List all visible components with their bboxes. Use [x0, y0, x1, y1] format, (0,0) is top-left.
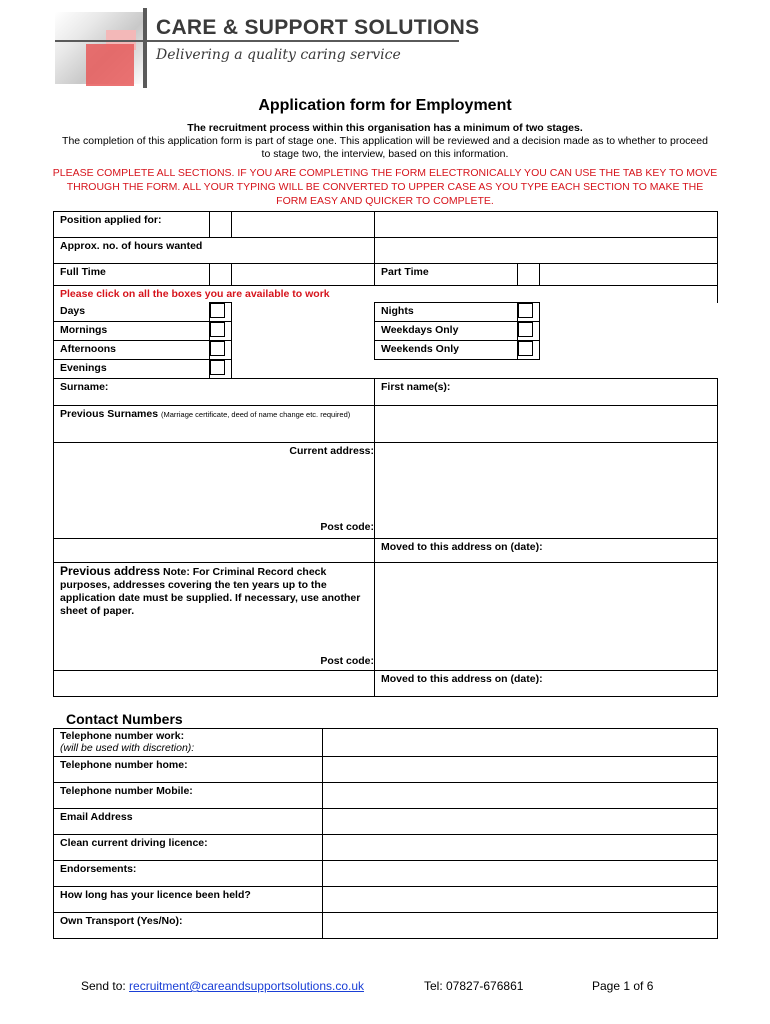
- intro-text: [60, 122, 710, 161]
- full-time-label: Full Time: [54, 264, 210, 286]
- position-input[interactable]: [375, 212, 718, 238]
- evenings-checkbox[interactable]: [210, 360, 225, 375]
- days-label: Days: [54, 303, 210, 322]
- footer-send-label: Send to:: [81, 979, 126, 993]
- previous-surnames-note: (Marriage certificate, deed of name change etc. required): [160, 410, 351, 419]
- transport-input[interactable]: [323, 913, 718, 939]
- days-checkbox[interactable]: [210, 303, 225, 318]
- hours-label: Approx. no. of hours wanted: [54, 238, 375, 264]
- intro-line2: The completion of this application form is part of stage one. This application will be reviewed and a decision made as to whether to proceed to stage two, the interview, based on this information.: [62, 135, 708, 160]
- nights-checkbox[interactable]: [518, 303, 533, 318]
- intro-line1: The recruitment process within this organisation has a minimum of two stages.: [187, 122, 583, 134]
- moved-date-label: Moved to this address on (date):: [375, 539, 718, 563]
- endorsements-input[interactable]: [323, 861, 718, 887]
- hours-input[interactable]: [375, 238, 718, 264]
- work-phone-note: (will be used with discretion):: [60, 742, 195, 754]
- licence-label: Clean current driving licence:: [54, 835, 323, 861]
- contact-table: [53, 728, 718, 939]
- licence-held-input[interactable]: [323, 887, 718, 913]
- moved-date-spacer: [54, 539, 375, 563]
- home-phone-input[interactable]: [323, 757, 718, 783]
- application-form-table: [53, 211, 718, 697]
- logo-red-block: [86, 44, 134, 86]
- endorsements-label: Endorsements:: [54, 861, 323, 887]
- logo-horizontal-line: [55, 40, 459, 42]
- post-code-input[interactable]: [375, 519, 718, 539]
- mobile-phone-label: Telephone number Mobile:: [54, 783, 323, 809]
- evenings-label: Evenings: [54, 360, 210, 379]
- moved-date2-label: Moved to this address on (date):: [375, 671, 718, 697]
- previous-surnames-input[interactable]: [375, 406, 718, 443]
- weekends-checkbox[interactable]: [518, 341, 533, 356]
- home-phone-label: Telephone number home:: [54, 757, 323, 783]
- company-name: CARE & SUPPORT SOLUTIONS: [156, 16, 480, 39]
- nights-label: Nights: [375, 303, 518, 322]
- mornings-label: Mornings: [54, 322, 210, 341]
- full-time-checkbox[interactable]: [210, 264, 232, 286]
- email-input[interactable]: [323, 809, 718, 835]
- footer-email-link[interactable]: recruitment@careandsupportsolutions.co.uk: [129, 979, 365, 993]
- company-tagline: Delivering a quality caring service: [156, 47, 401, 63]
- mobile-phone-input[interactable]: [323, 783, 718, 809]
- previous-address-cell: [54, 563, 375, 653]
- footer-page-number: Page 1 of 6: [592, 979, 654, 993]
- post-code-label: Post code:: [54, 519, 375, 539]
- footer-tel: Tel: 07827-676861: [424, 979, 524, 993]
- part-time-checkbox[interactable]: [518, 264, 540, 286]
- footer-send-to: [81, 979, 364, 993]
- availability-note: Please click on all the boxes you are available to work: [54, 286, 718, 303]
- licence-held-label: How long has your licence been held?: [54, 887, 323, 913]
- afternoons-checkbox[interactable]: [210, 341, 225, 356]
- position-label: Position applied for:: [54, 212, 210, 238]
- first-names-label: First name(s):: [375, 379, 718, 406]
- previous-address-label: Previous address: [60, 564, 161, 578]
- previous-address-input[interactable]: [375, 563, 718, 653]
- post-code2-label: Post code:: [54, 653, 375, 671]
- part-time-label: Part Time: [375, 264, 518, 286]
- weekdays-label: Weekdays Only: [375, 322, 518, 341]
- page-title: Application form for Employment: [258, 97, 512, 114]
- work-phone-input[interactable]: [323, 729, 718, 757]
- previous-surnames-cell: [54, 406, 375, 443]
- afternoons-label: Afternoons: [54, 341, 210, 360]
- previous-address-note: Note: For Criminal Record check purposes, addresses covering the ten years up to the application date must be supplied. If necessary, use another sheet of paper.: [60, 566, 361, 617]
- email-label: Email Address: [54, 809, 323, 835]
- surname-label: Surname:: [54, 379, 375, 406]
- transport-label: Own Transport (Yes/No):: [54, 913, 323, 939]
- work-phone-cell: [54, 729, 323, 757]
- weekdays-checkbox[interactable]: [518, 322, 533, 337]
- current-address-input[interactable]: [375, 443, 718, 519]
- work-phone-label: Telephone number work:: [60, 730, 185, 742]
- weekends-label: Weekends Only: [375, 341, 518, 360]
- licence-input[interactable]: [323, 835, 718, 861]
- moved-date2-spacer: [54, 671, 375, 697]
- previous-surnames-label: Previous Surnames: [60, 408, 159, 420]
- logo-vertical-line: [143, 8, 147, 88]
- contact-heading: Contact Numbers: [66, 711, 183, 727]
- mornings-checkbox[interactable]: [210, 322, 225, 337]
- current-address-label: Current address:: [54, 443, 375, 519]
- post-code2-input[interactable]: [375, 653, 718, 671]
- notice-text: PLEASE COMPLETE ALL SECTIONS. IF YOU ARE COMPLETING THE FORM ELECTRONICALLY YOU CAN USE THE TAB KEY TO MOVE THROUGH THE FORM. ALL YOUR TYPING WILL BE CONVERTED TO UPPER CASE AS YOU TYPE EACH SECTION TO MAKE THE FORM EASY AND QUICKER TO COMPLETE.: [52, 167, 718, 207]
